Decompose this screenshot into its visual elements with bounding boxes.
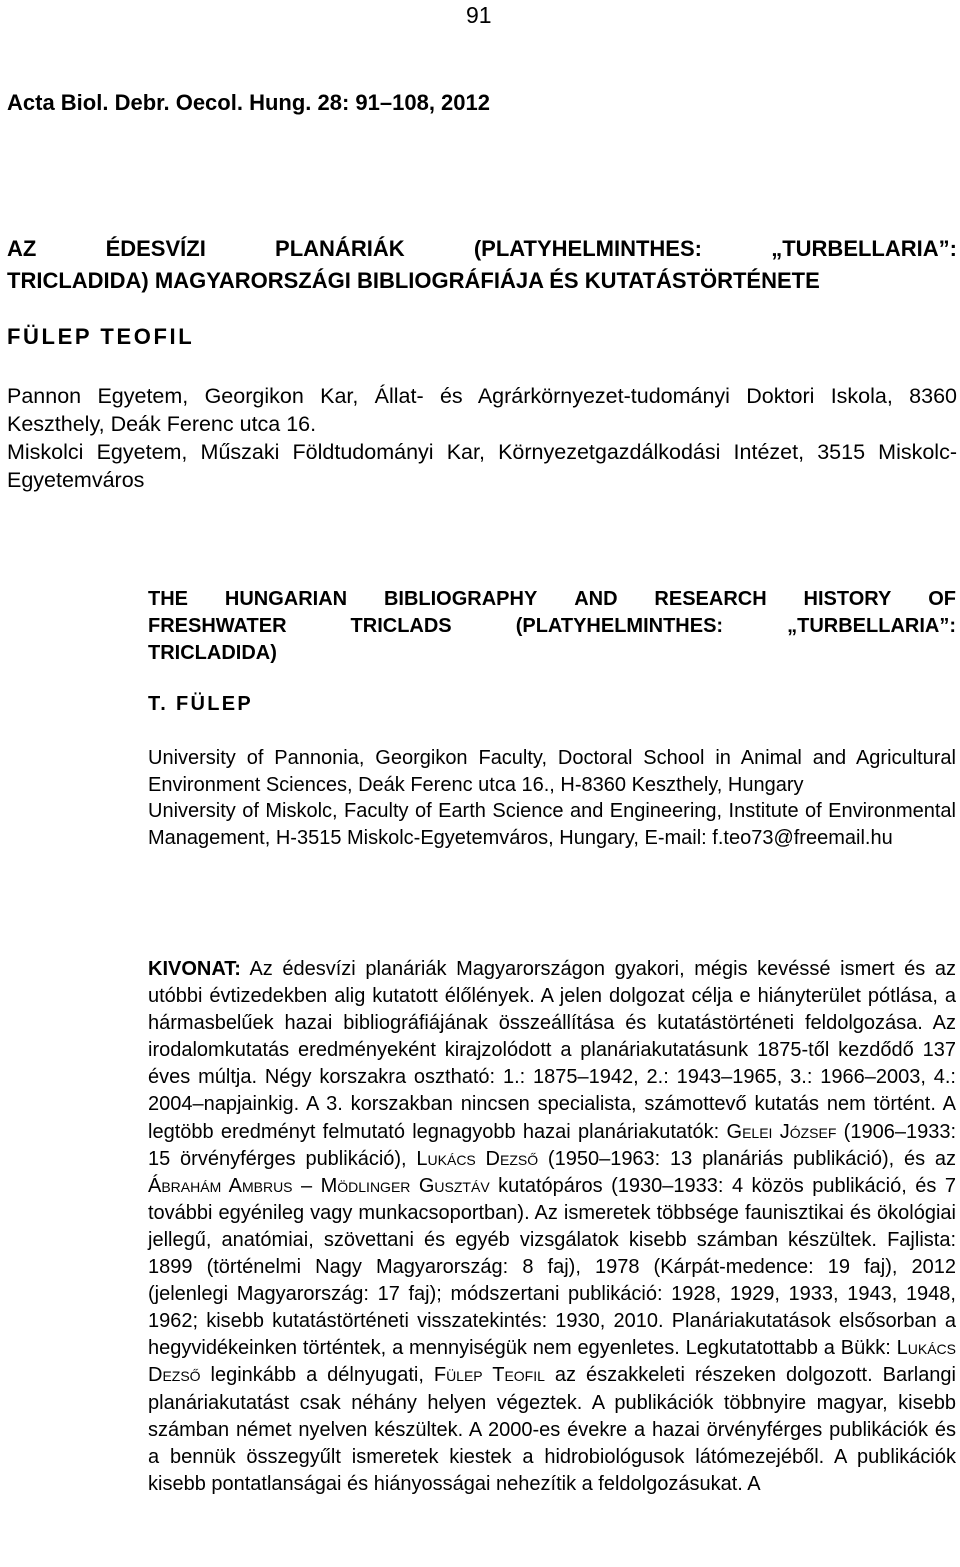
title-english-line-2 <box>148 613 956 640</box>
title-word: „TURBELLARIA”: <box>787 615 956 637</box>
title-word: ÉDESVÍZI <box>105 236 206 261</box>
title-word: (PLATYHELMINTHES: <box>473 236 702 261</box>
abstract <box>148 956 956 1498</box>
abstract-text: Az édesvízi planáriák Magyarországon gyakori, mégis kevéssé ismert és az utóbbi évtizedekben alig kutatott élőlények. A jelen dolgozat célja e hiányterület pótlása, a hármasbelűek hazai bibliográfiájának összeállítása és kutatástörténeti feldolgozása. Az irodalomkutatás eredményeként kirajzolódott a planáriakutatásunk 1875-től kezdődő 137 éves múltja. Négy korszakra osztható: 1.: 1875–1942, 2.: 1943–1965, 3.: 1966–2003, 4.: 2004–napjainkig. A 3. korszakban nincsen specialista, számottevő kutatás nem történt. A legtöbb eredményt felmutató legnagyobb hazai planáriakutatók: <box>148 958 956 1143</box>
abstract-text: az északkeleti részeken dolgozott. Barlangi planáriakutatást csak néhány helyen végeztek. A publikációk többnyire magyar, kisebb számban német nyelven készültek. A 2000-es évekre a hazai örvényférges publikációk és a bennük összegyűlt ismeretek kiestek a hidrobiológusok látómezejéből. A publikációk kisebb pontatlanságai és hiányosságai nehezítik a feldolgozásukat. A <box>148 1364 956 1495</box>
affiliation-2: University of Miskolc, Faculty of Earth Science and Engineering, Institute of Environmental Management, H-3515 Miskolc-Egyetemváros, Hungary, E-mail: f.teo73@freemail.hu <box>148 800 956 849</box>
title-word: OF <box>928 588 956 610</box>
person-name: Ábrahám Ambrus <box>148 1174 293 1197</box>
title-word: FRESHWATER <box>148 615 287 637</box>
title-word: „TURBELLARIA”: <box>771 236 957 261</box>
title-english-line-1 <box>148 586 956 613</box>
title-word: THE <box>148 588 188 610</box>
affiliation-1: University of Pannonia, Georgikon Faculty, Doctoral School in Animal and Agricultural Environment Sciences, Deák Ferenc utca 16., H-8360 Keszthely, Hungary <box>148 747 956 796</box>
person-name: Lukács Dezső <box>416 1147 539 1170</box>
person-name: Fülep Teofil <box>433 1364 545 1387</box>
title-word: (PLATYHELMINTHES: <box>515 615 724 637</box>
affiliations-english <box>148 745 956 851</box>
affiliations-hungarian <box>7 382 957 494</box>
title-word: HUNGARIAN <box>224 588 348 610</box>
title-hungarian-line-2: TRICLADIDA) MAGYARORSZÁGI BIBLIOGRÁFIÁJA ÉS KUTATÁSTÖRTÉNETE <box>7 268 820 293</box>
title-word: AND <box>574 588 618 610</box>
author-name-hungarian: FÜLEP TEOFIL <box>7 324 195 349</box>
author-name-english: T. FÜLEP <box>148 693 254 715</box>
title-english-line-3: TRICLADIDA) <box>148 642 277 664</box>
abstract-label: KIVONAT: <box>148 958 241 980</box>
abstract-text: kutatópáros (1930–1933: 4 közös publikáció, és 7 további egyénileg vagy munkacsoportban). Az ismeretek többsége faunisztikai és ökológiai jellegű, anatómiai, szövettani és egyéb vizsgálatok kisebb számban készültek. Fajlista: 1899 (történelmi Nagy Magyarország: 8 faj), 1978 (Kárpát-medence: 19 faj), 2012 (jelenlegi Magyarország: 17 faj); módszertani publikáció: 1928, 1929, 1933, 1943, 1948, 1962; kisebb kutatástörténeti visszatekintés: 1930, 2010. Planáriakutatások elsősorban a hegyvidékeinken történtek, a mennyiségük nem egyenletes. Legkutatottabb a Bükk: <box>148 1174 956 1360</box>
abstract-text: (1950–1963: 13 planáriás publikáció), és az <box>538 1147 957 1170</box>
person-name: Lukács Dezső <box>148 1337 956 1387</box>
title-word: TRICLADS <box>350 615 452 637</box>
title-word: PLANÁRIÁK <box>275 236 405 261</box>
journal-citation: Acta Biol. Debr. Oecol. Hung. 28: 91–108, 2012 <box>7 90 490 115</box>
person-name: Gelei József <box>726 1120 837 1143</box>
title-word: AZ <box>7 236 37 261</box>
abstract-text: (1906–1933: 15 örvényférges publikáció), <box>148 1120 956 1170</box>
title-word: BIBLIOGRAPHY <box>383 588 538 610</box>
title-word: HISTORY <box>803 588 892 610</box>
abstract-text: leginkább a délnyugati, <box>200 1364 434 1387</box>
abstract-text: – <box>292 1174 321 1197</box>
title-hungarian-line-1 <box>7 233 957 265</box>
title-hungarian <box>7 233 957 297</box>
title-word: RESEARCH <box>654 588 767 610</box>
page-number: 91 <box>466 2 492 28</box>
affiliation-2: Miskolci Egyetem, Műszaki Földtudományi Kar, Környezetgazdálkodási Intézet, 3515 Miskolc-Egyetemváros <box>7 440 957 492</box>
title-english <box>148 586 956 667</box>
affiliation-1: Pannon Egyetem, Georgikon Kar, Állat- és Agrárkörnyezet-tudományi Doktori Iskola, 8360 Keszthely, Deák Ferenc utca 16. <box>7 384 957 436</box>
person-name: Mödlinger Gusztáv <box>320 1174 490 1197</box>
